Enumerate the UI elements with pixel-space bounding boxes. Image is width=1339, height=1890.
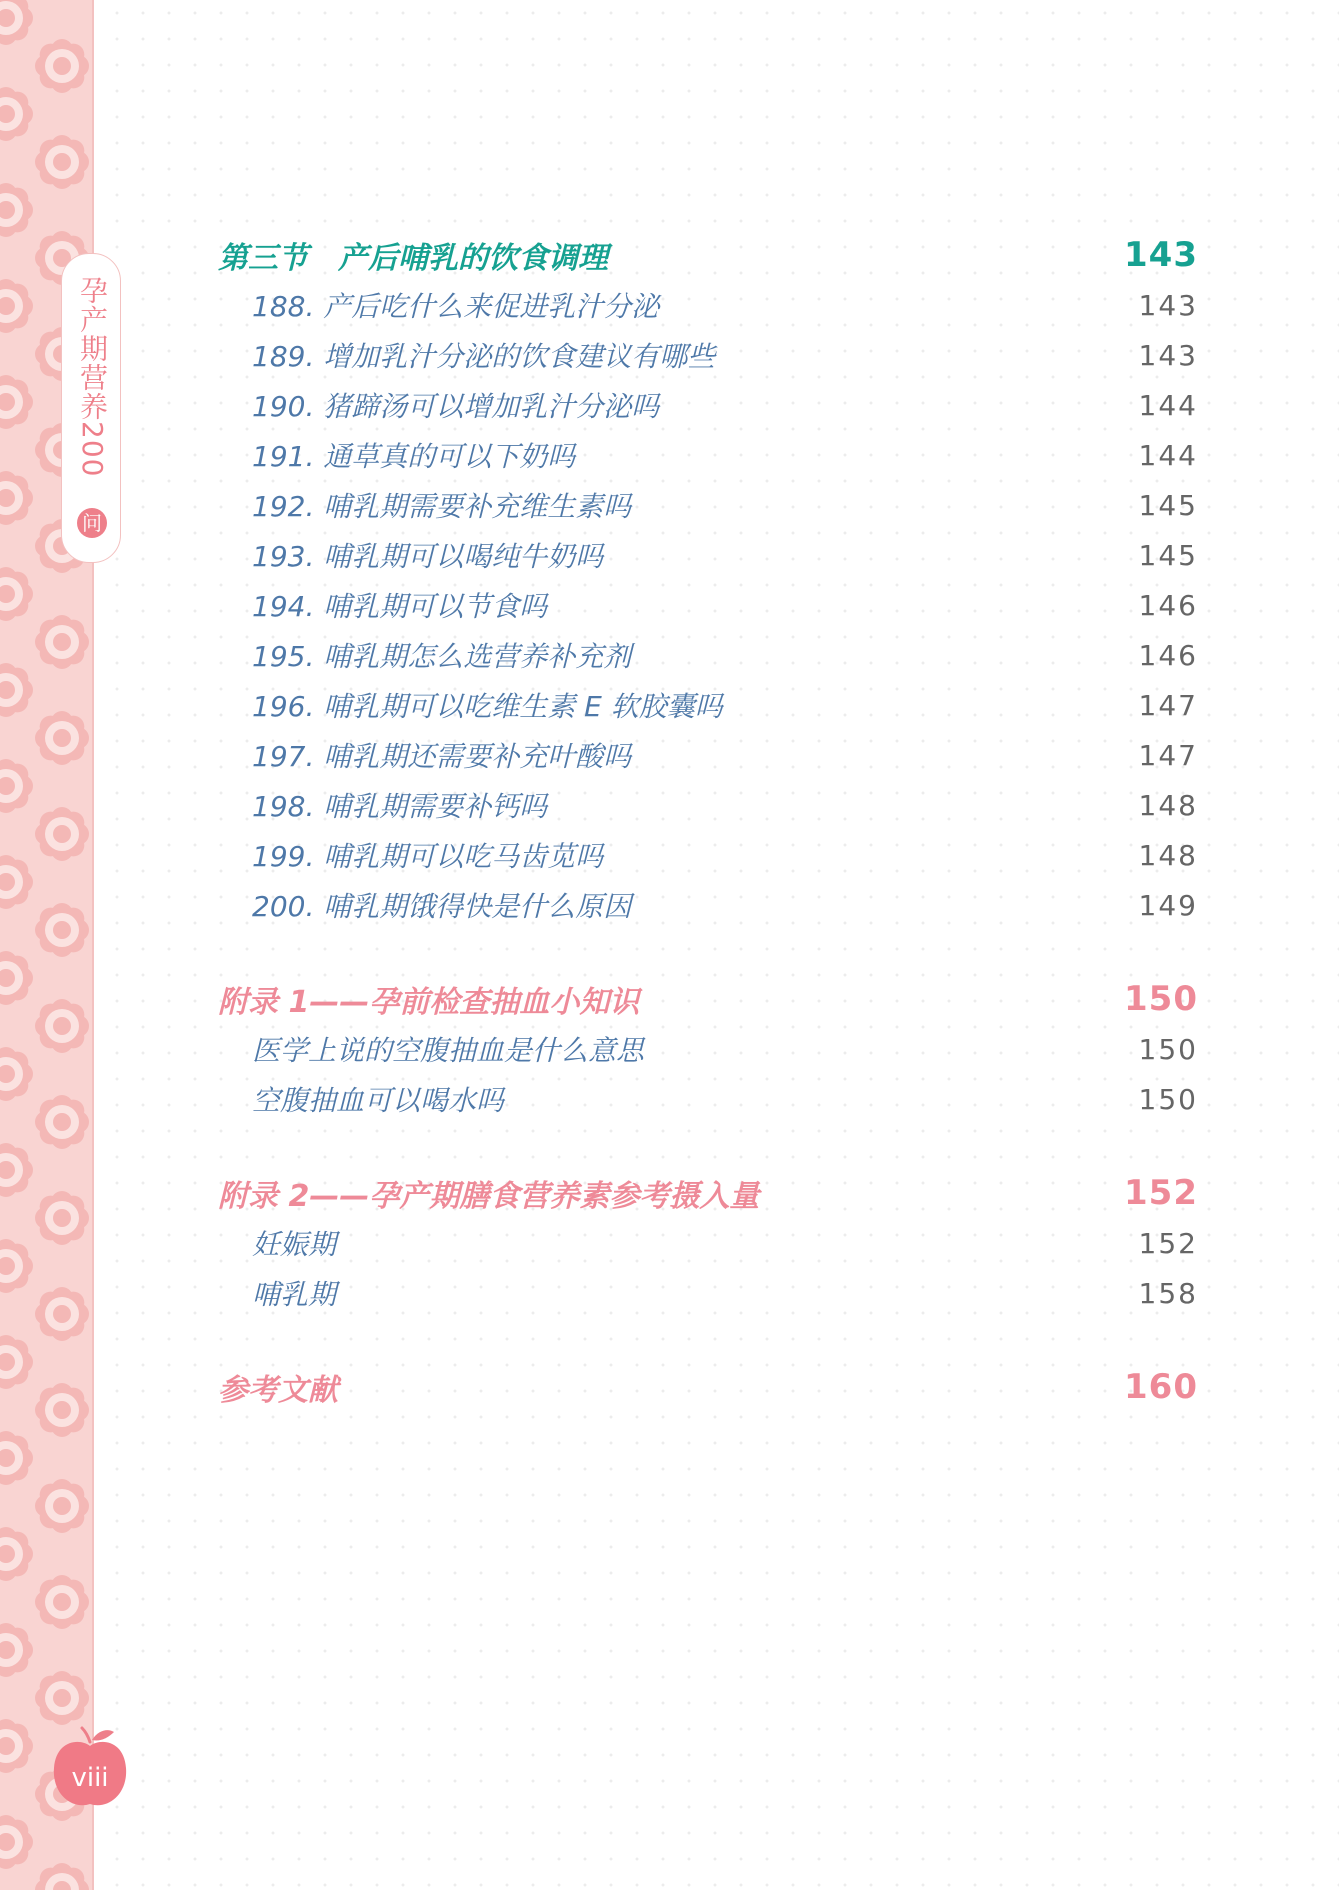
toc-entry[interactable] — [218, 730, 1198, 780]
toc-entry[interactable] — [218, 880, 1198, 930]
page-number: viii — [71, 1763, 109, 1793]
flower-icon — [0, 1143, 33, 1197]
book-title-tab — [61, 253, 121, 563]
book-title — [62, 276, 122, 477]
section-title: 第三节 产后哺乳的饮食调理 — [218, 241, 608, 276]
flower-icon — [0, 663, 33, 717]
page-number-badge — [52, 1724, 132, 1812]
flower-icon — [35, 1095, 89, 1149]
flower-icon — [35, 135, 89, 189]
toc-entry-title: 空腹抽血可以喝水吗 — [252, 1084, 505, 1117]
toc-entry[interactable] — [218, 1074, 1198, 1124]
flower-icon — [0, 855, 33, 909]
toc-entry-page-number: 152 — [1138, 1226, 1198, 1260]
toc-entry[interactable] — [218, 1268, 1198, 1318]
toc-entry-page-number: 146 — [1138, 588, 1198, 622]
flower-icon — [0, 1815, 33, 1869]
flower-icon — [0, 1527, 33, 1581]
toc-entry[interactable] — [218, 630, 1198, 680]
toc-entry[interactable] — [218, 680, 1198, 730]
toc-entry-title: 192. 哺乳期需要补充维生素吗 — [252, 490, 632, 523]
toc-entry[interactable] — [218, 330, 1198, 380]
toc-entry-page-number: 145 — [1138, 488, 1198, 522]
toc-section-heading[interactable] — [218, 230, 1198, 280]
book-title-text: 孕产期营养 — [76, 276, 109, 421]
flower-icon — [35, 903, 89, 957]
toc-section-heading[interactable] — [218, 1168, 1198, 1218]
flower-icon — [35, 615, 89, 669]
toc-section-heading[interactable] — [218, 974, 1198, 1024]
toc-entry[interactable] — [218, 830, 1198, 880]
flower-icon — [0, 759, 33, 813]
toc-entry-title: 197. 哺乳期还需要补充叶酸吗 — [252, 740, 632, 773]
toc-section — [218, 974, 1198, 1124]
toc-entry-page-number: 143 — [1138, 338, 1198, 372]
flower-icon — [0, 375, 33, 429]
toc-entry-title: 199. 哺乳期可以吃马齿苋吗 — [252, 840, 604, 873]
flower-icon — [35, 1575, 89, 1629]
section-title: 附录 1——孕前检查抽血小知识 — [218, 985, 640, 1020]
toc-entry-page-number: 158 — [1138, 1276, 1198, 1310]
section-page-number: 143 — [1124, 235, 1198, 275]
toc-entry-title: 妊娠期 — [252, 1228, 337, 1261]
toc-entry[interactable] — [218, 580, 1198, 630]
toc-entry-title: 医学上说的空腹抽血是什么意思 — [252, 1034, 645, 1067]
book-title-number: 200 — [76, 421, 109, 478]
flower-icon — [35, 807, 89, 861]
section-page-number: 160 — [1124, 1367, 1198, 1407]
toc-entry-page-number: 150 — [1138, 1082, 1198, 1116]
flower-icon — [0, 471, 33, 525]
toc-entry-page-number: 144 — [1138, 388, 1198, 422]
flower-icon — [0, 1719, 33, 1773]
toc-entry[interactable] — [218, 1024, 1198, 1074]
flower-icon — [35, 39, 89, 93]
toc-entry-page-number: 145 — [1138, 538, 1198, 572]
flower-icon — [35, 1287, 89, 1341]
flower-icon — [0, 0, 33, 45]
toc-entry-page-number: 149 — [1138, 888, 1198, 922]
flower-icon — [0, 1047, 33, 1101]
toc-entry-title: 198. 哺乳期需要补钙吗 — [252, 790, 548, 823]
flower-icon — [35, 999, 89, 1053]
toc-entry-page-number: 148 — [1138, 838, 1198, 872]
toc-entry-title: 196. 哺乳期可以吃维生素 E 软胶囊吗 — [252, 690, 723, 723]
toc-section-heading[interactable] — [218, 1362, 1198, 1412]
flower-icon — [0, 1335, 33, 1389]
flower-icon — [0, 1623, 33, 1677]
flower-icon — [35, 711, 89, 765]
book-title-suffix-badge: 问 — [77, 508, 107, 538]
toc-entry[interactable] — [218, 430, 1198, 480]
toc-entry[interactable] — [218, 380, 1198, 430]
toc-section — [218, 230, 1198, 930]
flower-icon — [0, 279, 33, 333]
toc-entry-page-number: 147 — [1138, 738, 1198, 772]
toc-entry[interactable] — [218, 1218, 1198, 1268]
toc-entry-title: 188. 产后吃什么来促进乳汁分泌 — [252, 290, 660, 323]
toc-entry-page-number: 150 — [1138, 1032, 1198, 1066]
toc-entry[interactable] — [218, 780, 1198, 830]
flower-icon — [0, 87, 33, 141]
flower-icon — [0, 1431, 33, 1485]
toc-entry-page-number: 148 — [1138, 788, 1198, 822]
section-title: 附录 2——孕产期膳食营养素参考摄入量 — [218, 1179, 760, 1214]
flower-icon — [35, 1671, 89, 1725]
flower-icon — [35, 1479, 89, 1533]
toc-entry-page-number: 147 — [1138, 688, 1198, 722]
toc-entry[interactable] — [218, 480, 1198, 530]
toc-entry-title: 189. 增加乳汁分泌的饮食建议有哪些 — [252, 340, 716, 373]
flower-icon — [0, 1239, 33, 1293]
flower-icon — [35, 1863, 89, 1890]
flower-icon — [0, 183, 33, 237]
section-title: 参考文献 — [218, 1373, 338, 1408]
toc-entry-title: 195. 哺乳期怎么选营养补充剂 — [252, 640, 632, 673]
toc-entry-title: 190. 猪蹄汤可以增加乳汁分泌吗 — [252, 390, 660, 423]
toc-entry[interactable] — [218, 280, 1198, 330]
toc-entry-title: 200. 哺乳期饿得快是什么原因 — [252, 890, 632, 923]
toc-entry[interactable] — [218, 530, 1198, 580]
flower-icon — [35, 1383, 89, 1437]
toc-entry-title: 191. 通草真的可以下奶吗 — [252, 440, 576, 473]
table-of-contents — [218, 230, 1198, 1456]
flower-icon — [35, 1191, 89, 1245]
toc-entry-page-number: 146 — [1138, 638, 1198, 672]
flower-icon — [0, 567, 33, 621]
toc-section — [218, 1362, 1198, 1412]
toc-entry-page-number: 143 — [1138, 288, 1198, 322]
section-page-number: 150 — [1124, 979, 1198, 1019]
toc-entry-title: 194. 哺乳期可以节食吗 — [252, 590, 548, 623]
toc-section — [218, 1168, 1198, 1318]
section-page-number: 152 — [1124, 1173, 1198, 1213]
toc-entry-title: 193. 哺乳期可以喝纯牛奶吗 — [252, 540, 604, 573]
toc-entry-title: 哺乳期 — [252, 1278, 337, 1311]
toc-entry-page-number: 144 — [1138, 438, 1198, 472]
flower-icon — [0, 951, 33, 1005]
